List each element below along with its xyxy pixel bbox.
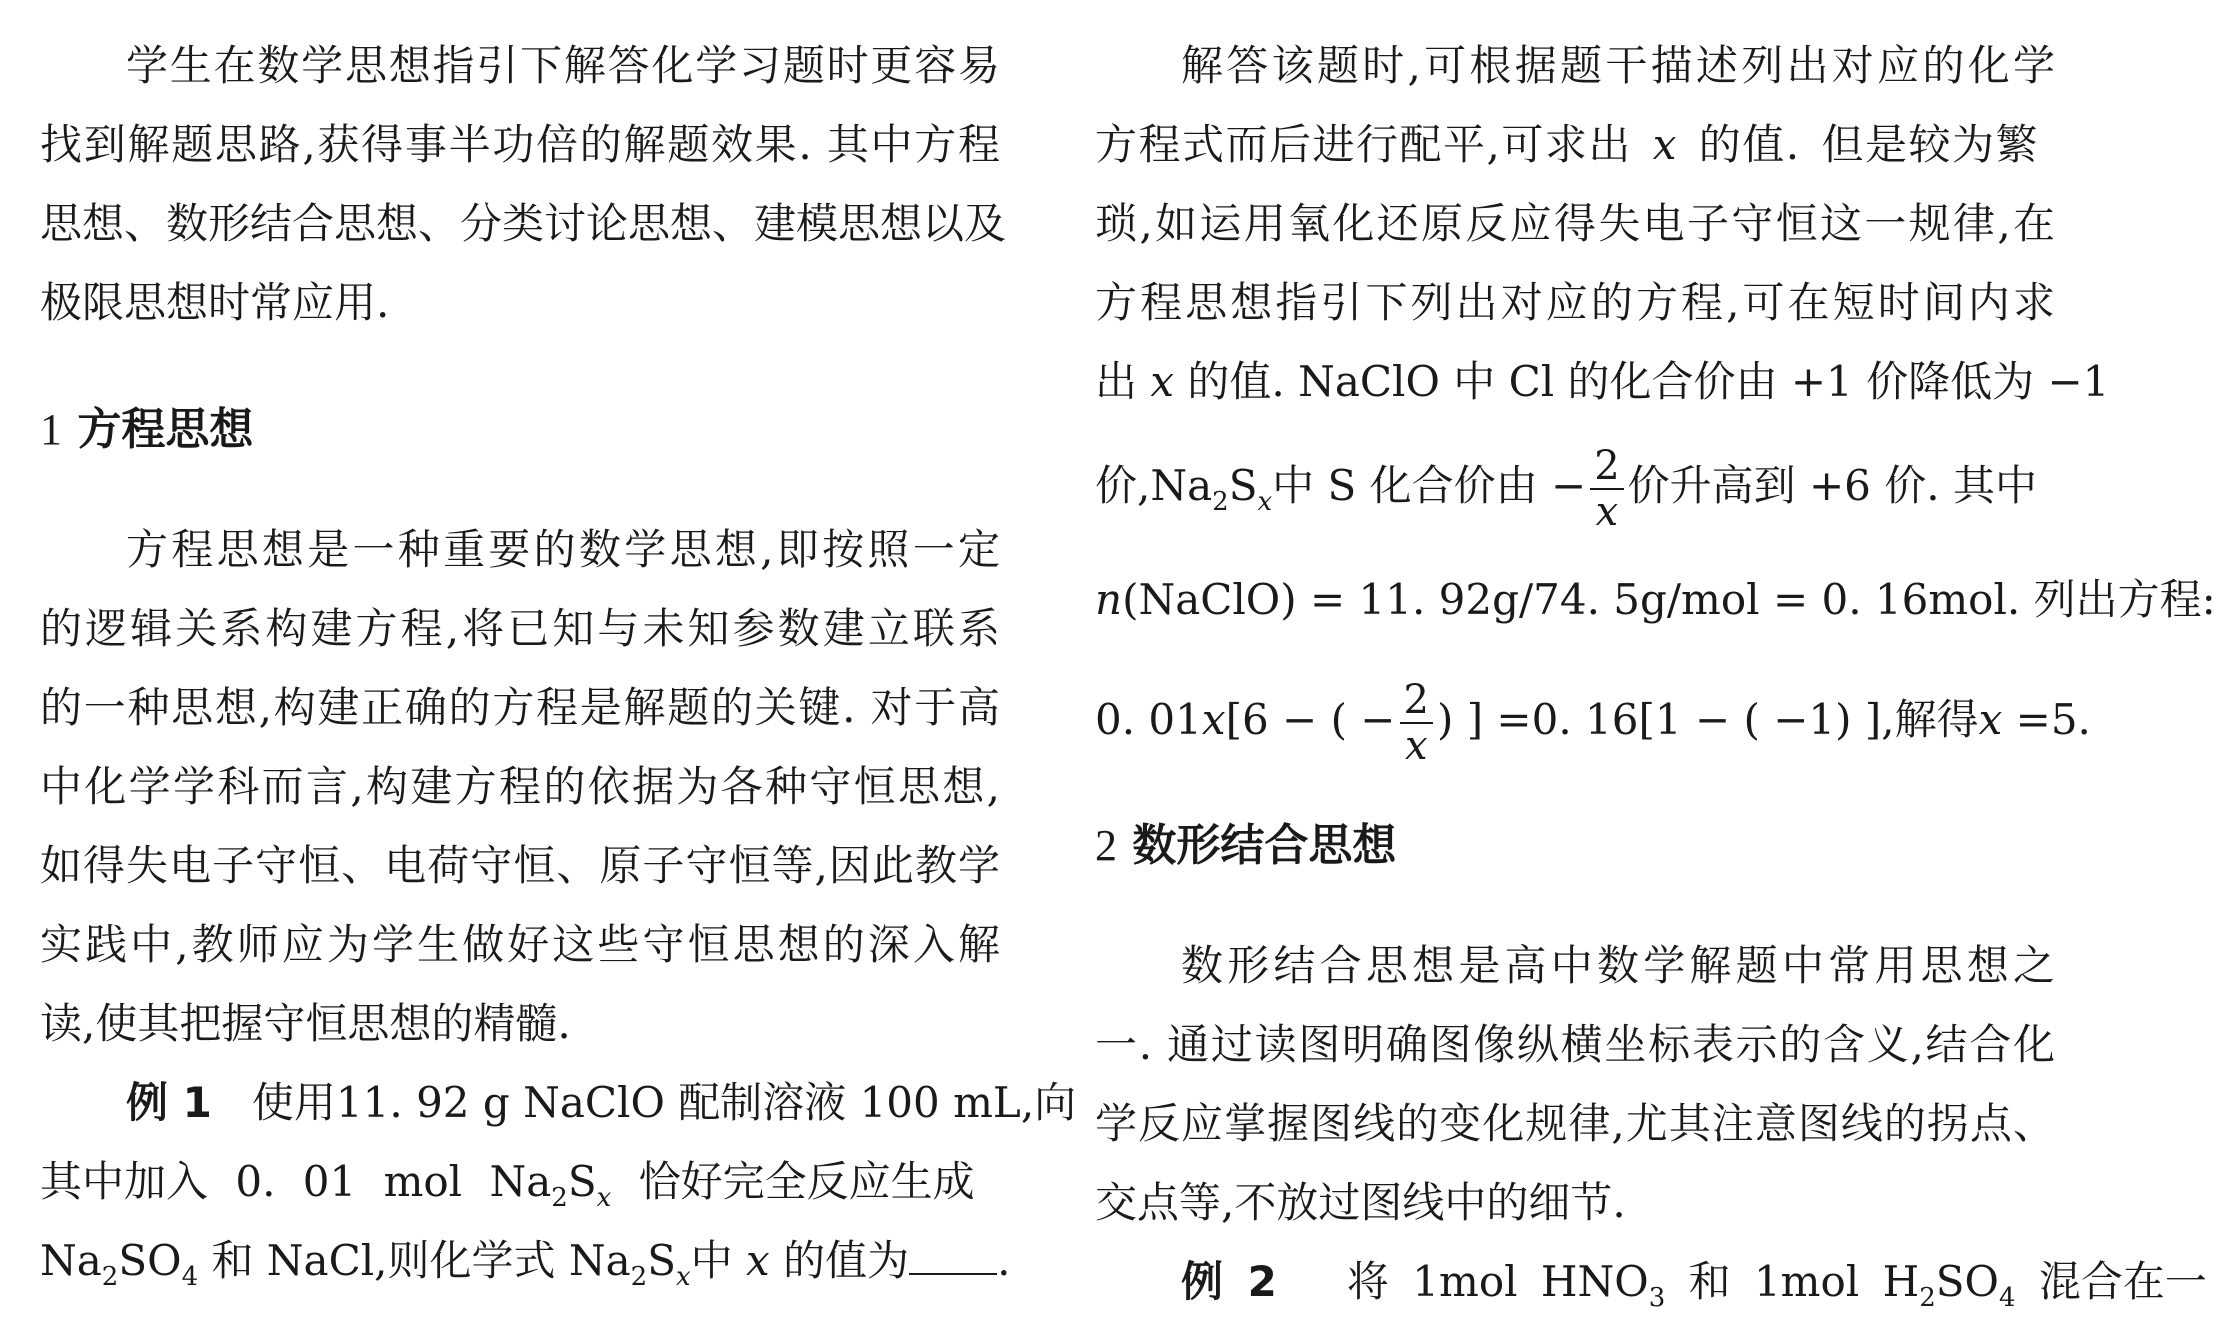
example-1-line-2 — [40, 1154, 975, 1213]
variable-x: x — [746, 1236, 770, 1285]
section-2-number: 2 — [1095, 821, 1117, 870]
section-1-heading — [40, 402, 253, 458]
para1-line-2: 的逻辑关系构建方程,将已知与未知参数建立联系 — [40, 604, 1000, 653]
equation-part-d: =5. — [2002, 695, 2091, 744]
example-2-line-1 — [1181, 1254, 2207, 1313]
para1-line-7: 读,使其把握守恒思想的精髓. — [40, 999, 571, 1048]
example-1-text-3d: 中 — [690, 1236, 747, 1285]
fraction-denominator — [1590, 490, 1623, 534]
fraction-denominator — [1400, 724, 1433, 768]
example-1-label: 例 1 — [126, 1078, 212, 1127]
para2-line-3: 学反应掌握图线的变化规律,尤其注意图线的拐点、 — [1095, 1099, 2055, 1148]
para1-line-5: 如得失电子守恒、电荷守恒、原子守恒等,因此教学 — [40, 841, 1000, 890]
element-symbol: S — [567, 1157, 597, 1206]
intro-line-2: 找到解题思路,获得事半功倍的解题效果. 其中方程 — [40, 120, 1000, 169]
subscript: 3 — [1648, 1283, 1666, 1313]
variable-x: x — [1978, 695, 2003, 744]
solution-line-4: 方程思想指引下列出对应的方程,可在短时间内求 — [1095, 278, 2055, 327]
para1-line-3: 的一种思想,构建正确的方程是解题的关键. 对于高 — [40, 683, 1000, 732]
subscript: 2 — [1212, 487, 1229, 517]
equation-part-c: ) ] =0. 16[1 − ( −1) ],解得 — [1436, 695, 1979, 744]
subscript: 4 — [181, 1262, 199, 1292]
fraction-2-over-x — [1590, 444, 1623, 534]
para2-line-4: 交点等,不放过图线中的细节. — [1095, 1178, 1626, 1227]
example-1-line-1 — [126, 1075, 1076, 1131]
equation-part-a: 0. 01 — [1095, 695, 1202, 744]
fraction-numerator: 2 — [1590, 444, 1623, 490]
example-1-text-1: 使用11. 92 g NaClO 配制溶液 100 mL,向 — [251, 1078, 1077, 1127]
example-1-text-3e: 的值为 — [769, 1236, 910, 1285]
solution-text-2a: 方程式而后进行配平,可求出 — [1095, 120, 1653, 169]
variable-x: x — [1201, 695, 1226, 744]
para2-line-2: 一. 通过读图明确图像纵横坐标表示的含义,结合化 — [1095, 1020, 2055, 1069]
example-1-text-2a: 其中加入 0. 01 mol Na — [40, 1157, 552, 1206]
variable-x: x — [1652, 120, 1678, 169]
solution-text-5a: 出 — [1095, 357, 1151, 406]
example-2-text-a: 将 1mol HNO — [1346, 1257, 1649, 1306]
element-symbol: SO — [1935, 1257, 1999, 1306]
example-1-line-3 — [40, 1233, 1011, 1292]
solution-text-2b: 的值. 但是较为繁 — [1677, 120, 2039, 169]
solution-line-3: 琐,如运用氧化还原反应得失电子守恒这一规律,在 — [1095, 199, 2055, 248]
variable-n: n — [1095, 575, 1123, 624]
solution-line-7 — [1095, 572, 2216, 628]
element-symbol: S — [647, 1236, 676, 1285]
period: . — [997, 1236, 1011, 1285]
subscript: 2 — [630, 1262, 648, 1292]
subscript: 2 — [551, 1183, 568, 1213]
subscript: 2 — [1919, 1283, 1936, 1313]
intro-line-3: 思想、数形结合思想、分类讨论思想、建模思想以及 — [40, 199, 1007, 248]
example-1-text-3c: 和 NaCl,则化学式 Na — [198, 1236, 631, 1285]
fraction-numerator: 2 — [1400, 678, 1433, 724]
para1-line-6: 实践中,教师应为学生做好这些守恒思想的深入解 — [40, 920, 1000, 969]
example-2-label: 例 2 — [1181, 1257, 1277, 1306]
subscript: 4 — [1998, 1283, 2016, 1313]
variable-x: x — [1150, 357, 1175, 406]
para2-line-1: 数形结合思想是高中数学解题中常用思想之 — [1181, 941, 2055, 990]
element-symbol: SO — [118, 1236, 182, 1285]
solution-text-6b: 中 S 化合价由 − — [1272, 461, 1587, 510]
section-1-title: 方程思想 — [77, 404, 254, 455]
solution-line-2 — [1095, 117, 2039, 173]
solution-text-5b: 的值. NaClO 中 Cl 的化合价由 +1 价降低为 −1 — [1174, 357, 2110, 406]
answer-blank — [909, 1239, 997, 1275]
fraction-2-over-x — [1400, 678, 1433, 768]
equation-part-b: [6 − ( − — [1225, 695, 1396, 744]
solution-text-7: (NaClO) = 11. 92g/74. 5g/mol = 0. 16mol. 列出方程: — [1122, 575, 2216, 624]
element-symbol: S — [1228, 461, 1258, 510]
section-2-title: 数形结合思想 — [1132, 820, 1397, 871]
intro-line-1: 学生在数学思想指引下解答化学习题时更容易 — [126, 41, 1000, 90]
element-symbol: Na — [40, 1236, 102, 1285]
variable-x: x — [1404, 723, 1428, 769]
subscript-x: x — [1257, 487, 1273, 517]
solution-line-5 — [1095, 354, 2109, 410]
example-2-text-b: 和 1mol H — [1665, 1257, 1920, 1306]
intro-line-4: 极限思想时常应用. — [40, 278, 390, 327]
solution-line-6 — [1095, 444, 2037, 534]
equation-line — [1095, 678, 2091, 768]
para1-line-1: 方程思想是一种重要的数学思想,即按照一定 — [126, 525, 1000, 574]
subscript-x: x — [596, 1183, 612, 1213]
section-1-number: 1 — [40, 405, 62, 454]
subscript-x: x — [676, 1262, 691, 1292]
example-2-text-d: 混合在一 — [2015, 1257, 2207, 1306]
variable-x: x — [1595, 489, 1619, 535]
solution-text-6a: 价,Na — [1095, 461, 1213, 510]
para1-line-4: 中化学学科而言,构建方程的依据为各种守恒思想, — [40, 762, 1000, 811]
solution-text-6c: 价升高到 +6 价. 其中 — [1627, 461, 2037, 510]
section-2-heading — [1095, 818, 1396, 874]
solution-line-1: 解答该题时,可根据题干描述列出对应的化学 — [1181, 41, 2055, 90]
example-1-text-2b: 恰好完全反应生成 — [611, 1157, 975, 1206]
subscript: 2 — [101, 1262, 119, 1292]
